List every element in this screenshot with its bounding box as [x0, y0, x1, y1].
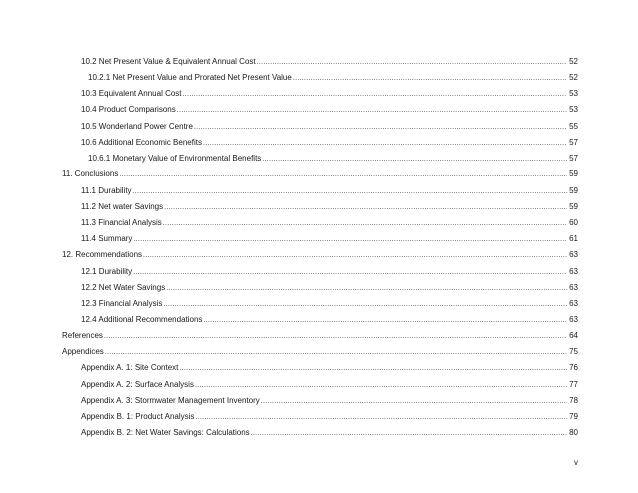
toc-page-number: 52	[569, 57, 578, 66]
toc-dot-leader	[179, 363, 567, 375]
toc-dot-leader	[293, 73, 567, 85]
toc-dot-leader	[177, 105, 567, 117]
toc-page-number: 75	[569, 347, 578, 356]
toc-page-number: 59	[569, 186, 578, 195]
toc-page-number: 80	[569, 428, 578, 437]
toc-dot-leader	[133, 267, 567, 279]
toc-entry-10-6-1[interactable]	[0, 153, 638, 165]
toc-title: 12. Recommendations	[62, 250, 143, 259]
toc-entry-12-1[interactable]	[0, 266, 638, 278]
toc-dot-leader	[166, 283, 567, 295]
toc-page-number: 53	[569, 105, 578, 114]
toc-dot-leader	[163, 218, 567, 230]
toc-dot-leader	[119, 169, 567, 181]
toc-dot-leader	[262, 154, 567, 166]
toc-title: 11.1 Durability	[81, 186, 132, 195]
toc-dot-leader	[251, 428, 567, 440]
toc-entry-appendix-a3[interactable]	[0, 395, 638, 407]
toc-page-number: 63	[569, 299, 578, 308]
toc-entry-11-3[interactable]	[0, 217, 638, 229]
toc-page-number: 63	[569, 315, 578, 324]
toc-title: Appendix B. 2: Net Water Savings: Calculations	[81, 428, 250, 437]
toc-entry-11-1[interactable]	[0, 185, 638, 197]
toc-dot-leader	[194, 122, 567, 134]
toc-entry-12-2[interactable]	[0, 282, 638, 294]
toc-page-number: 76	[569, 363, 578, 372]
toc-title: 11.4 Summary	[81, 234, 133, 243]
toc-page-number: 57	[569, 154, 578, 163]
toc-title: 10.2 Net Present Value & Equivalent Annual Cost	[81, 57, 256, 66]
toc-dot-leader	[195, 380, 567, 392]
toc-page-number: 59	[569, 169, 578, 178]
toc-dot-leader	[203, 138, 567, 150]
toc-entry-11[interactable]	[0, 168, 638, 180]
toc-title: 10.6.1 Monetary Value of Environmental Benefits	[88, 154, 262, 163]
toc-title: Appendix A. 3: Stormwater Management Inventory	[81, 396, 260, 405]
toc-entry-12[interactable]	[0, 249, 638, 261]
toc-entry-10-2-1[interactable]	[0, 72, 638, 84]
toc-title: 12.1 Durability	[81, 267, 133, 276]
toc-entry-10-2[interactable]	[0, 56, 638, 68]
toc-entry-references[interactable]	[0, 330, 638, 342]
toc-entry-10-5[interactable]	[0, 121, 638, 133]
toc-title: 12.3 Financial Analysis	[81, 299, 163, 308]
toc-entry-11-2[interactable]	[0, 201, 638, 213]
toc-page-number: 59	[569, 202, 578, 211]
toc-dot-leader	[105, 347, 567, 359]
toc-dot-leader	[195, 412, 567, 424]
toc-title: 11.3 Financial Analysis	[81, 218, 162, 227]
toc-dot-leader	[163, 299, 567, 311]
toc-dot-leader	[257, 57, 567, 69]
toc-page-number: 53	[569, 89, 578, 98]
toc-page-number: 79	[569, 412, 578, 421]
toc-entry-appendix-a2[interactable]	[0, 379, 638, 391]
toc-title: Appendix A. 1: Site Context	[81, 363, 179, 372]
toc-title: Appendix B. 1: Product Analysis	[81, 412, 195, 421]
toc-title: 12.4 Additional Recommendations	[81, 315, 203, 324]
toc-page-number: 63	[569, 283, 578, 292]
toc-dot-leader	[261, 396, 567, 408]
toc-page-number: 78	[569, 396, 578, 405]
toc-dot-leader	[133, 186, 568, 198]
toc-title: 11.2 Net water Savings	[81, 202, 164, 211]
toc-title: Appendices	[62, 347, 104, 356]
toc-entry-appendix-a1[interactable]	[0, 362, 638, 374]
toc-entry-11-4[interactable]	[0, 233, 638, 245]
toc-entry-appendices[interactable]	[0, 346, 638, 358]
toc-page-number: 52	[569, 73, 578, 82]
toc-entry-10-6[interactable]	[0, 137, 638, 149]
toc-page-number: 63	[569, 250, 578, 259]
toc-entry-12-3[interactable]	[0, 298, 638, 310]
toc-dot-leader	[203, 315, 567, 327]
toc-page-number: 57	[569, 138, 578, 147]
toc-entry-appendix-b2[interactable]	[0, 427, 638, 439]
toc-entry-appendix-b1[interactable]	[0, 411, 638, 423]
footer-page-number: v	[574, 458, 578, 467]
toc-entry-12-4[interactable]	[0, 314, 638, 326]
toc-title: References	[62, 331, 103, 340]
toc-entry-10-3[interactable]	[0, 88, 638, 100]
toc-dot-leader	[143, 250, 567, 262]
toc-page-number: 63	[569, 267, 578, 276]
toc-title: 10.4 Product Comparisons	[81, 105, 176, 114]
toc-page-number: 64	[569, 331, 578, 340]
toc-title: Appendix A. 2: Surface Analysis	[81, 380, 194, 389]
toc-dot-leader	[164, 202, 567, 214]
toc-page-number: 55	[569, 122, 578, 131]
toc-entry-10-4[interactable]	[0, 104, 638, 116]
toc-title: 11. Conclusions	[62, 169, 119, 178]
toc-dot-leader	[104, 331, 567, 343]
toc-page-number: 77	[569, 380, 578, 389]
toc-title: 12.2 Net Water Savings	[81, 283, 166, 292]
toc-title: 10.5 Wonderland Power Centre	[81, 122, 193, 131]
toc-title: 10.2.1 Net Present Value and Prorated Net Present Value	[88, 73, 292, 82]
toc-page-number: 60	[569, 218, 578, 227]
toc-title: 10.3 Equivalent Annual Cost	[81, 89, 182, 98]
toc-dot-leader	[183, 89, 568, 101]
toc-title: 10.6 Additional Economic Benefits	[81, 138, 202, 147]
toc-dot-leader	[133, 234, 567, 246]
toc-page-number: 61	[569, 234, 578, 243]
